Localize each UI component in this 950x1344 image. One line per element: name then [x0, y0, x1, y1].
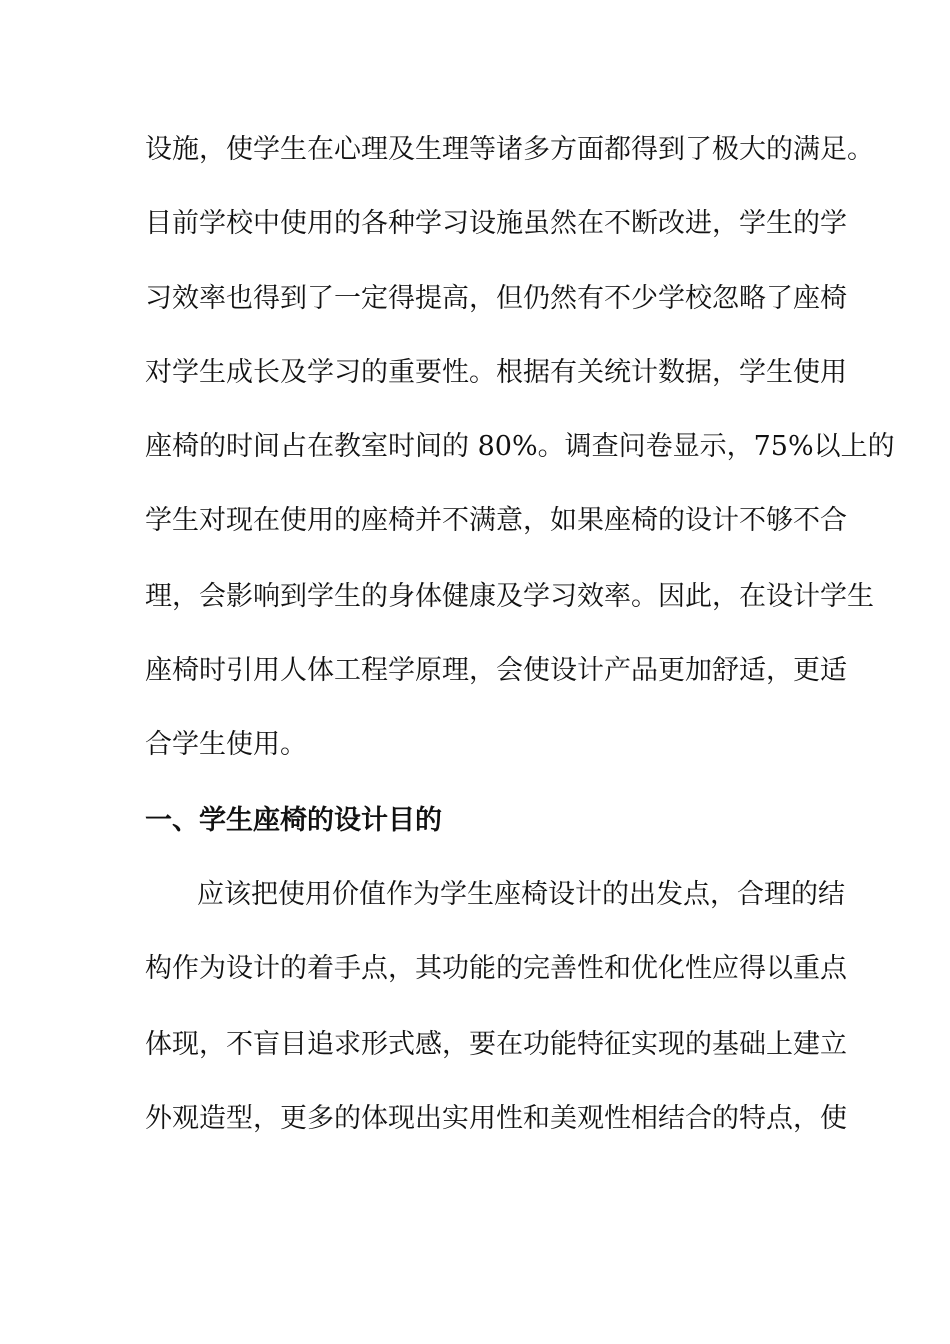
paragraph-1-line-4: 对学生成长及学习的重要性。根据有关统计数据，学生使用: [145, 357, 847, 388]
paragraph-1-line-7: 理，会影响到学生的身体健康及学习效率。因此，在设计学生: [145, 581, 874, 612]
section-heading: 一、学生座椅的设计目的: [145, 805, 442, 836]
paragraph-1-line-6: 学生对现在使用的座椅并不满意，如果座椅的设计不够不合: [145, 505, 847, 536]
paragraph-1-line-5: 座椅的时间占在教室时间的 80%。调查问卷显示，75%以上的: [145, 431, 895, 462]
paragraph-2-line-1: 应该把使用价值作为学生座椅设计的出发点，合理的结: [197, 879, 845, 910]
paragraph-1-line-1: 设施，使学生在心理及生理等诸多方面都得到了极大的满足。: [145, 134, 874, 165]
paragraph-1-line-8: 座椅时引用人体工程学原理，会使设计产品更加舒适，更适: [145, 655, 847, 686]
paragraph-1-line-9: 合学生使用。: [145, 729, 307, 760]
paragraph-1-line-3: 习效率也得到了一定得提高，但仍然有不少学校忽略了座椅: [145, 283, 847, 314]
paragraph-2-line-3: 体现，不盲目追求形式感，要在功能特征实现的基础上建立: [145, 1029, 847, 1060]
paragraph-1-line-2: 目前学校中使用的各种学习设施虽然在不断改进，学生的学: [145, 208, 847, 239]
paragraph-2-line-4: 外观造型，更多的体现出实用性和美观性相结合的特点，使: [145, 1103, 847, 1134]
paragraph-2-line-2: 构作为设计的着手点，其功能的完善性和优化性应得以重点: [145, 953, 847, 984]
